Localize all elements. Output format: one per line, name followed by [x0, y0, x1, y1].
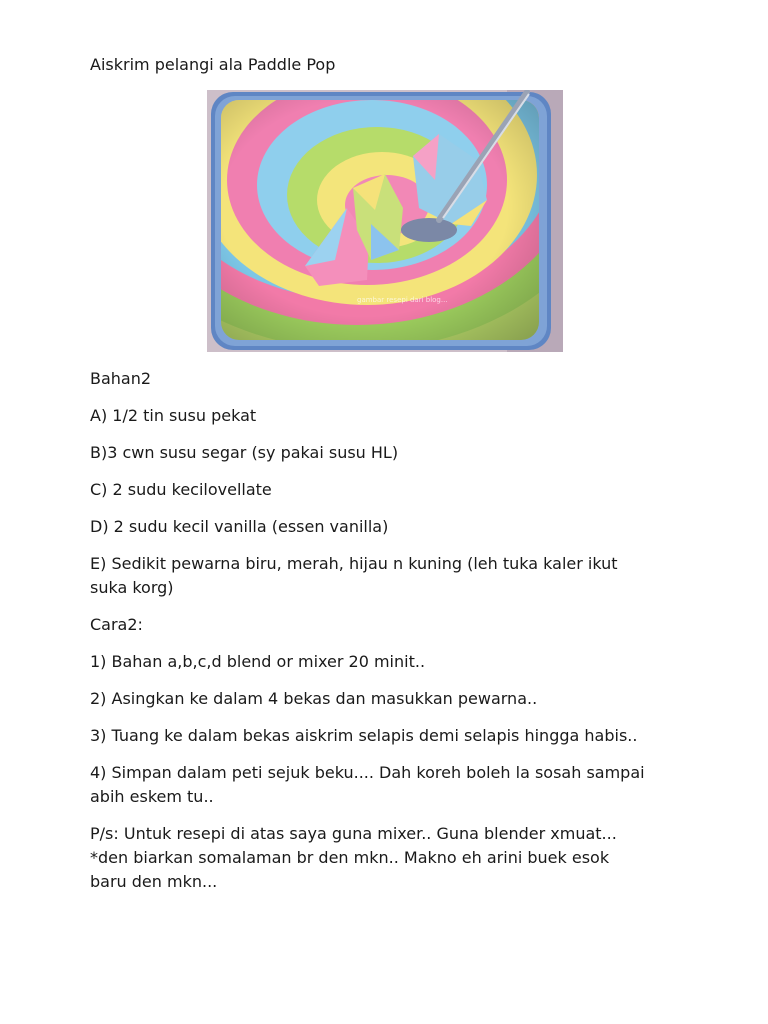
recipe-title: Aiskrim pelangi ala Paddle Pop	[90, 55, 336, 74]
ingredient-item: A) 1/2 tin susu pekat	[90, 406, 257, 425]
footnote: P/s: Untuk resepi di atas saya guna mixer.. Guna blender xmuat... *den biarkan somalaman br den mkn.. Makno eh arini buek esok baru den mkn...	[90, 824, 617, 891]
ingredient-item: E) Sedikit pewarna biru, merah, hijau n kuning (leh tuka kaler ikut suka korg)	[90, 554, 618, 597]
method-step: 1) Bahan a,b,c,d blend or mixer 20 minit..	[90, 652, 426, 671]
ingredients-heading: Bahan2	[90, 369, 152, 388]
ingredient-item: C) 2 sudu kecilovellate	[90, 480, 272, 499]
method-heading: Cara2:	[90, 615, 143, 634]
method-step: 4) Simpan dalam peti sejuk beku.... Dah koreh boleh la sosah sampai abih eskem tu..	[90, 763, 645, 806]
rainbow-ice-cream-photo	[207, 90, 563, 352]
recipe-body	[90, 367, 650, 907]
ingredient-item: D) 2 sudu kecil vanilla (essen vanilla)	[90, 517, 389, 536]
ingredient-item: B)3 cwn susu segar (sy pakai susu HL)	[90, 443, 399, 462]
method-step: 2) Asingkan ke dalam 4 bekas dan masukkan pewarna..	[90, 689, 538, 708]
method-step: 3) Tuang ke dalam bekas aiskrim selapis demi selapis hingga habis..	[90, 726, 638, 745]
photo-watermark: gambar resepi dari blog...	[357, 296, 448, 304]
